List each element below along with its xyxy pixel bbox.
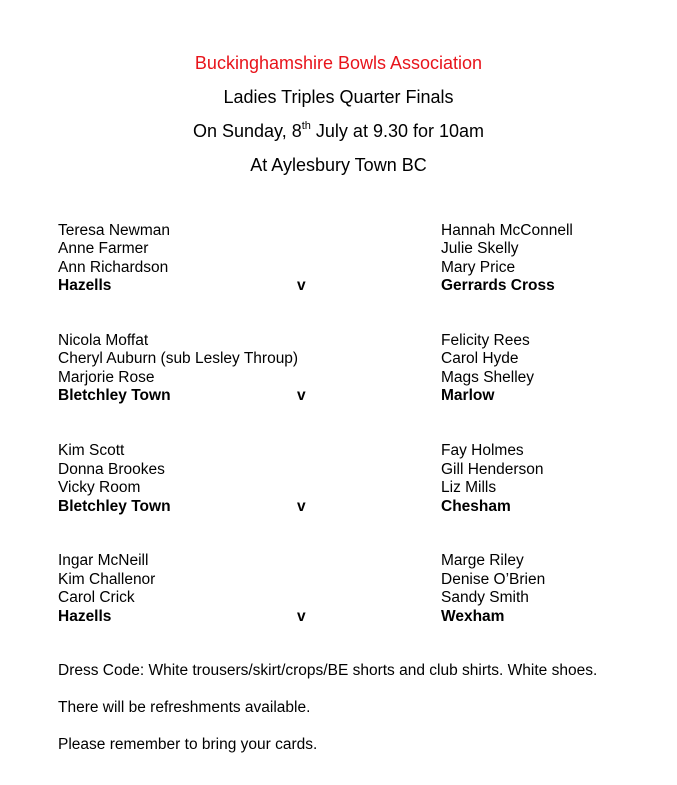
match-1 bbox=[0, 222, 677, 302]
player-name: Julie Skelly bbox=[441, 240, 519, 257]
club-name: Hazells bbox=[58, 277, 112, 294]
home-team bbox=[58, 552, 155, 626]
player-name: Fay Holmes bbox=[441, 442, 524, 459]
match-2 bbox=[0, 332, 677, 412]
player-name: Liz Mills bbox=[441, 479, 497, 496]
player-name: Donna Brookes bbox=[58, 460, 165, 478]
versus-label: v bbox=[297, 497, 306, 515]
player-name: Denise O’Brien bbox=[441, 570, 546, 588]
away-team bbox=[441, 442, 544, 516]
club-name: Wexham bbox=[441, 607, 505, 625]
club-name: Chesham bbox=[441, 497, 511, 515]
club-name: Bletchley Town bbox=[58, 497, 171, 515]
player-name: Marge Riley bbox=[441, 552, 524, 569]
event-venue: At Aylesbury Town BC bbox=[250, 155, 427, 175]
refreshments-note: There will be refreshments available. bbox=[58, 699, 311, 716]
player-name: Teresa Newman bbox=[58, 221, 170, 239]
cards-reminder-note: Please remember to bring your cards. bbox=[58, 736, 318, 753]
player-name: Kim Challenor bbox=[58, 570, 156, 588]
player-name: Kim Scott bbox=[58, 442, 125, 459]
player-name: Marjorie Rose bbox=[58, 368, 155, 386]
versus-label: v bbox=[297, 277, 306, 294]
home-team bbox=[58, 332, 298, 406]
player-name: Vicky Room bbox=[58, 479, 141, 496]
player-name: Sandy Smith bbox=[441, 589, 529, 606]
player-name: Carol Crick bbox=[58, 589, 135, 606]
club-name: Gerrards Cross bbox=[441, 277, 555, 294]
away-team bbox=[441, 332, 534, 406]
dress-code-note: Dress Code: White trousers/skirt/crops/BE shorts and club shirts. White shoes. bbox=[58, 662, 598, 679]
club-name: Hazells bbox=[58, 607, 112, 625]
organisation-title: Buckinghamshire Bowls Association bbox=[194, 53, 483, 73]
home-team bbox=[58, 442, 171, 516]
player-name: Carol Hyde bbox=[441, 350, 519, 367]
player-name: Mags Shelley bbox=[441, 368, 535, 386]
club-name: Marlow bbox=[441, 387, 495, 404]
versus-label: v bbox=[297, 387, 306, 404]
player-name: Anne Farmer bbox=[58, 240, 149, 257]
away-team bbox=[441, 222, 573, 296]
versus-label: v bbox=[297, 607, 306, 625]
match-4 bbox=[0, 552, 677, 632]
player-name: Nicola Moffat bbox=[58, 331, 149, 349]
match-3 bbox=[0, 442, 677, 522]
club-name: Bletchley Town bbox=[58, 387, 171, 404]
event-date-prefix: On Sunday, 8 bbox=[192, 121, 302, 141]
away-team bbox=[441, 552, 545, 626]
player-name: Ann Richardson bbox=[58, 258, 169, 276]
player-name: Gill Henderson bbox=[441, 460, 544, 478]
player-name: Ingar McNeill bbox=[58, 552, 149, 569]
event-date-ordinal: th bbox=[301, 120, 311, 132]
player-name: Mary Price bbox=[441, 258, 516, 276]
event-date-rest: July at 9.30 for 10am bbox=[310, 121, 485, 141]
event-title: Ladies Triples Quarter Finals bbox=[223, 87, 454, 107]
player-name: Felicity Rees bbox=[441, 331, 530, 349]
player-name: Cheryl Auburn (sub Lesley Throup) bbox=[58, 350, 299, 367]
event-date bbox=[0, 120, 677, 142]
home-team bbox=[58, 222, 170, 296]
player-name: Hannah McConnell bbox=[441, 221, 573, 239]
